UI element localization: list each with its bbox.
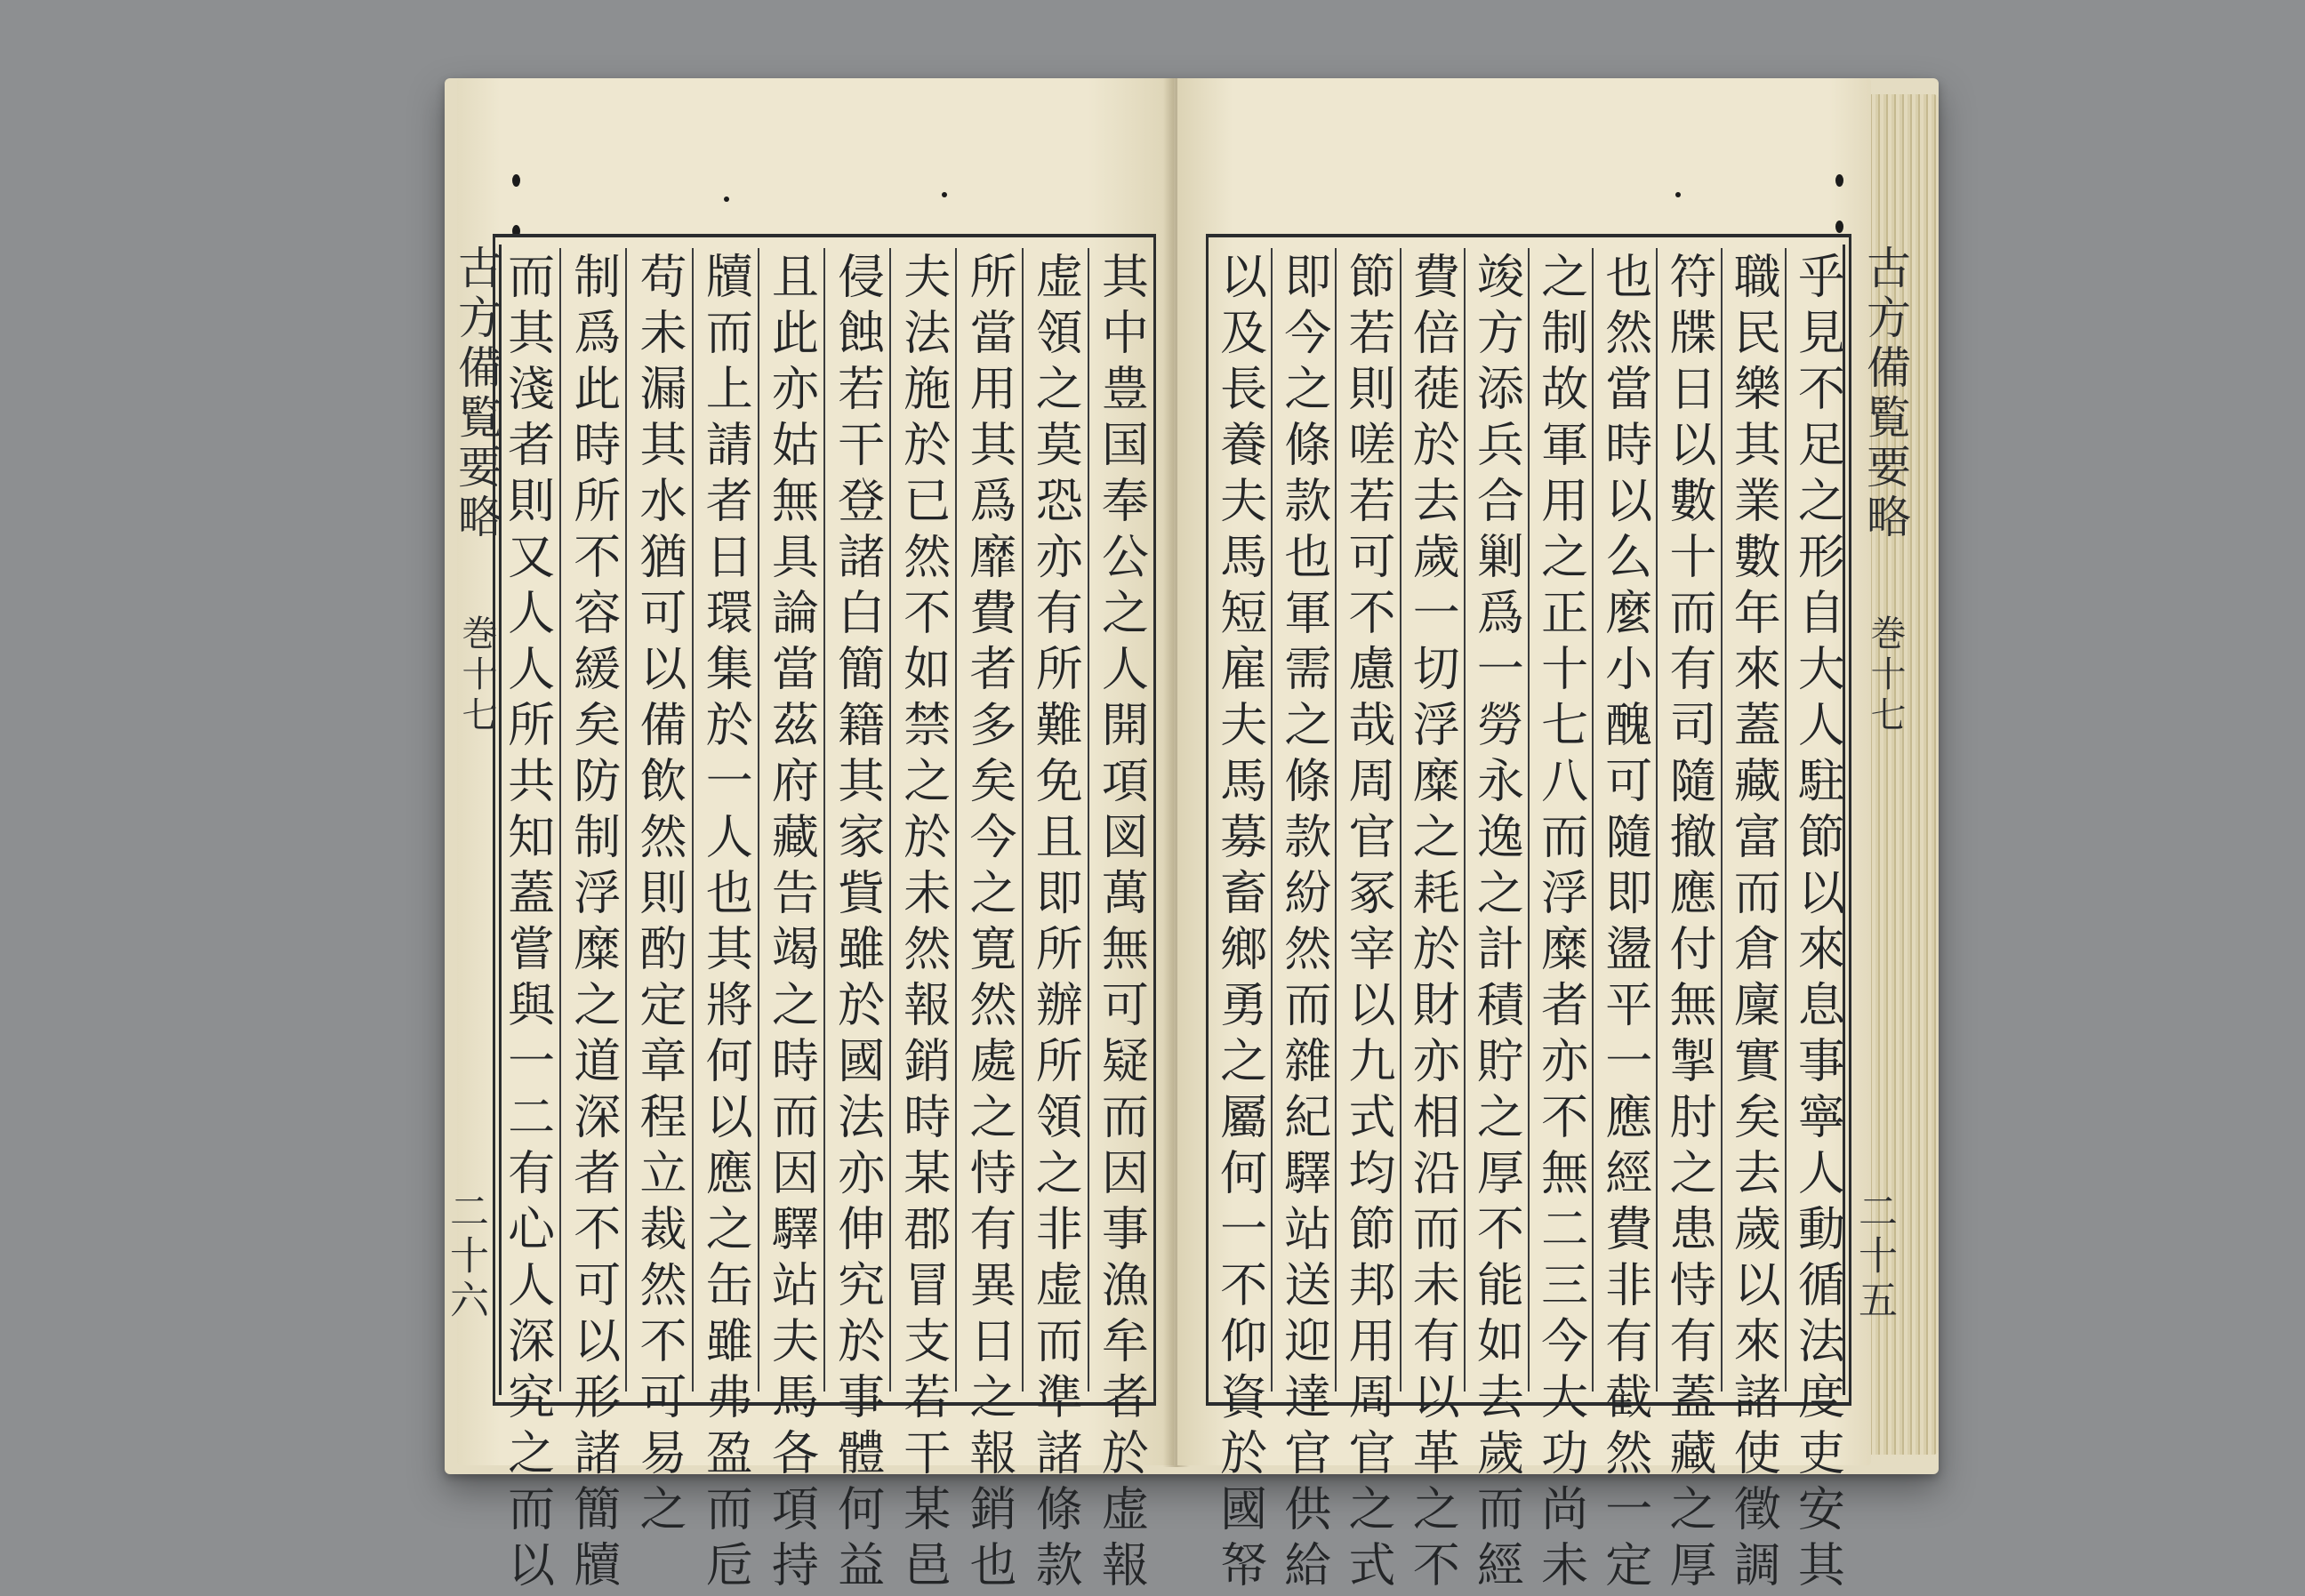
text-column: 也然當時以么麼小醜可隨即盪平一應經費非有截然一定 — [1592, 248, 1656, 1391]
right-page — [1177, 78, 1911, 1596]
text-column: 費倍蓰於去歲一切浮糜之耗於財亦相沿而未有以革之不 — [1400, 248, 1464, 1391]
text-column: 且此亦姑無具論當茲府藏告竭之時而因驛站夫馬各項持 — [758, 248, 823, 1391]
right-folio-number: 二十五 — [1851, 1191, 1897, 1324]
text-column: 其中豊国奉公之人開項図萬無可疑而因事漁牟者於虚報 — [1088, 248, 1153, 1391]
text-column: 即今之條款也軍需之條款紛然而雜紀驛站送迎達官供給 — [1271, 248, 1335, 1391]
left-folio-number: 二十六 — [443, 1191, 488, 1324]
right-fold-label: 巻十七 — [1865, 614, 1906, 737]
text-column: 竣方添兵合剿爲一勞永逸之計積貯之厚不能如去歲而經 — [1464, 248, 1528, 1391]
text-column: 苟未漏其水猶可以備飲然則酌定章程立裁然不可易之 — [625, 248, 691, 1391]
text-column: 節若則嗟若可不慮哉周官冢宰以九式均節邦用周官之式 — [1335, 248, 1399, 1391]
text-column: 符牒日以數十而有司隨撤應付無掣肘之患恃有蓋藏之厚 — [1656, 248, 1720, 1391]
right-text-frame — [1206, 234, 1911, 1596]
open-book — [443, 78, 1939, 1596]
text-column: 乎見不足之形自大人駐節以來息事寧人動循法度吏安其 — [1785, 248, 1849, 1391]
left-text-frame — [443, 234, 1156, 1596]
text-column: 以及長養夫馬短雇夫馬募畜鄉勇之屬何一不仰資於國帑 — [1212, 252, 1267, 1596]
right-banshin — [1843, 245, 1911, 1395]
left-page — [443, 78, 1174, 1596]
text-column: 夫法施於已然不如禁之於未然報銷時某郡冒支若干某邑 — [889, 248, 955, 1391]
left-running-title: 古方備覧要略 — [451, 245, 502, 543]
text-column: 而其淺者則又人人所共知蓋嘗與一二有心人深究之而以 — [500, 252, 555, 1596]
left-banshin — [437, 245, 502, 1395]
text-column: 虚領之莫恐亦有所難免且即所辦所領之非虚而準諸條款 — [1022, 248, 1088, 1391]
left-text-columns — [495, 248, 1153, 1596]
text-column: 所當用其爲靡費者多矣今之寛然處之恃有異日之報銷也 — [955, 248, 1021, 1391]
text-column: 職民樂其業數年來蓋藏富而倉廩實矣去歲以來諸使徵調 — [1721, 248, 1785, 1391]
right-text-columns — [1209, 248, 1849, 1596]
text-column: 牘而上請者日環集於一人也其將何以應之缶雖弗盈而卮 — [692, 248, 758, 1391]
right-running-title: 古方備覧要略 — [1859, 245, 1911, 543]
left-fold-label: 巻十七 — [456, 614, 497, 737]
text-column: 之制故軍用之正十七八而浮糜者亦不無二三今大功尚未 — [1528, 248, 1592, 1391]
text-column: 制爲此時所不容緩矣防制浮糜之道深者不可以形諸簡牘 — [559, 248, 625, 1391]
text-column: 侵蝕若干登諸白簡籍其家貲雖於國法亦伸究於事體何益 — [823, 248, 889, 1391]
